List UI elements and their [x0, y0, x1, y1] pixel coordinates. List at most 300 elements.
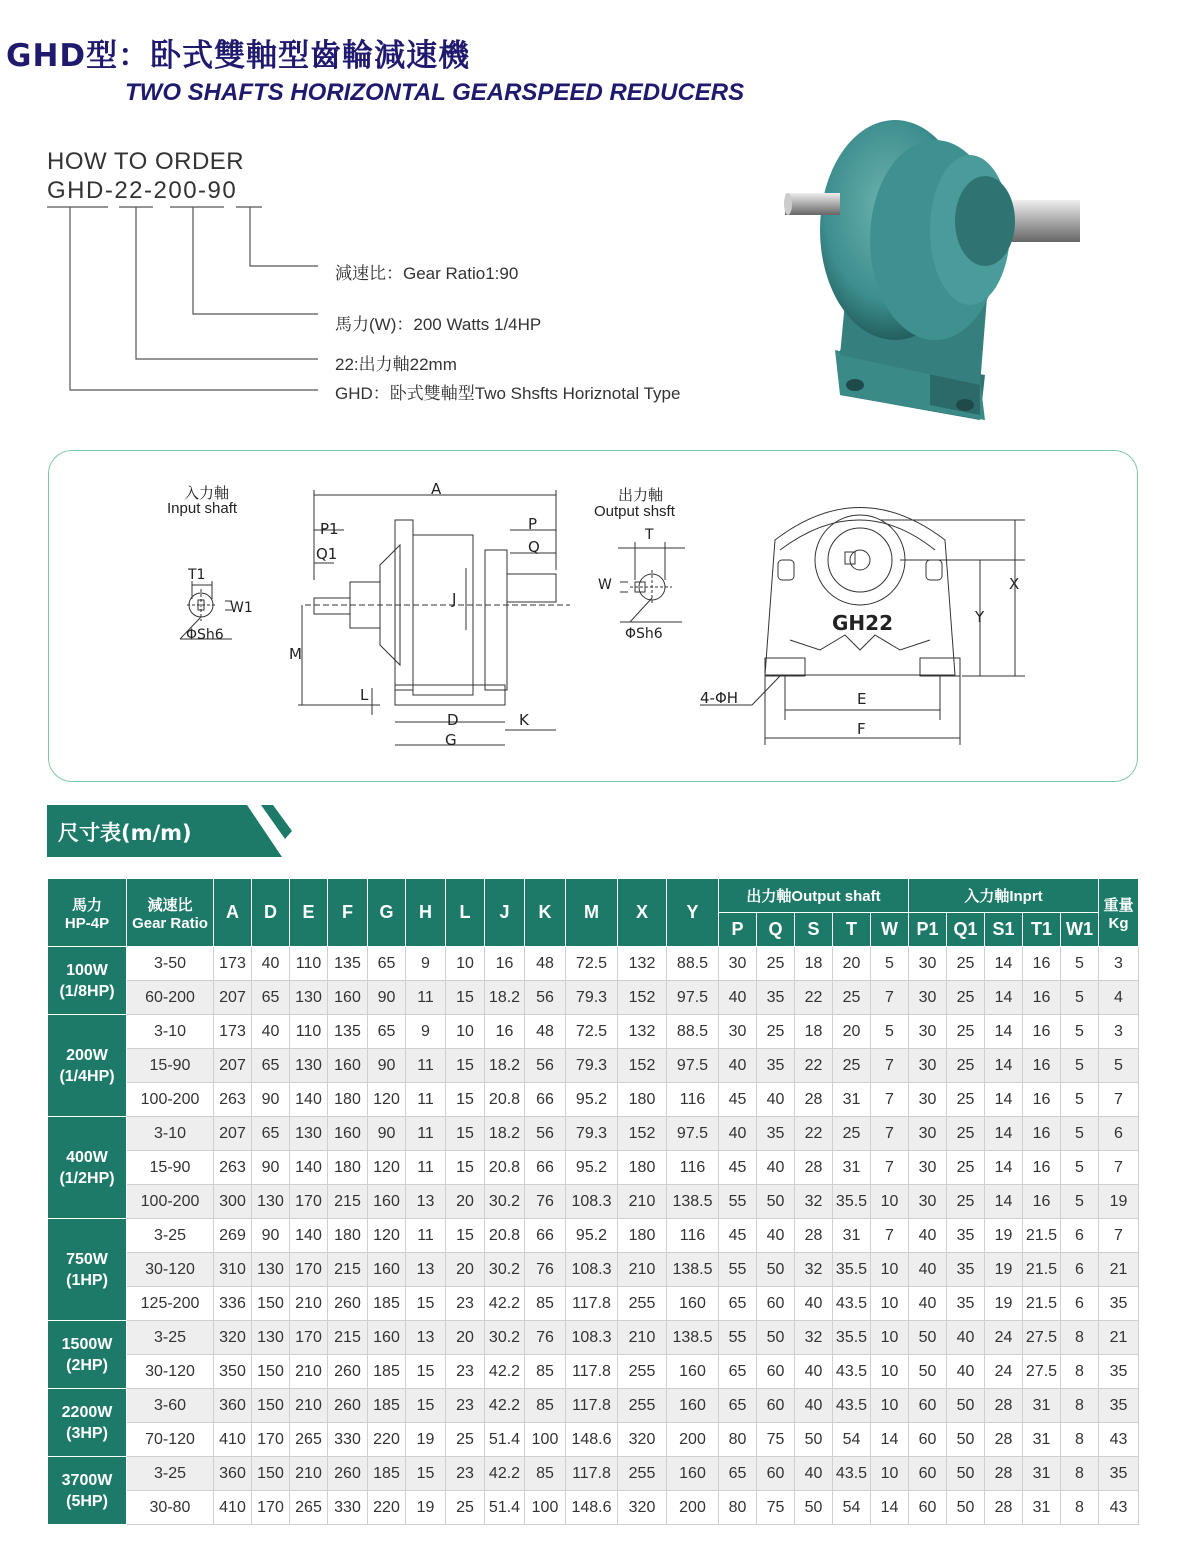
table-cell: 210	[618, 1185, 667, 1219]
table-cell: 14	[985, 1185, 1023, 1219]
table-cell: 7	[871, 1049, 909, 1083]
table-row	[48, 1219, 1139, 1253]
order-line-shaft: 22:出力軸22mm	[335, 355, 457, 374]
table-cell: 160	[368, 1185, 406, 1219]
table-cell: 7	[1099, 1151, 1139, 1185]
table-cell: 40	[795, 1287, 833, 1321]
table-cell: 56	[525, 1049, 566, 1083]
table-cell: 28	[795, 1083, 833, 1117]
table-cell: 25	[947, 1117, 985, 1151]
table-cell: 60	[909, 1491, 947, 1525]
table-cell: 330	[328, 1491, 368, 1525]
table-cell: 30-120	[127, 1253, 214, 1287]
table-cell: 40	[719, 981, 757, 1015]
label-q1: Q1	[316, 545, 338, 563]
table-cell: 180	[618, 1151, 667, 1185]
table-cell: 14	[985, 981, 1023, 1015]
table-cell: 20	[446, 1253, 485, 1287]
table-row	[48, 1049, 1139, 1083]
table-cell: 180	[328, 1151, 368, 1185]
table-cell: 6	[1061, 1253, 1099, 1287]
table-cell: 40	[795, 1457, 833, 1491]
table-cell: 5	[1061, 1015, 1099, 1049]
table-cell: 25	[947, 1185, 985, 1219]
table-cell: 85	[525, 1457, 566, 1491]
table-cell: 95.2	[566, 1219, 618, 1253]
table-cell: 21.5	[1023, 1253, 1061, 1287]
order-title: HOW TO ORDER	[47, 148, 245, 175]
order-code: GHD-22-200-90	[47, 177, 238, 204]
table-cell: 60	[909, 1389, 947, 1423]
table-cell: 10	[446, 1015, 485, 1049]
table-cell: 260	[328, 1287, 368, 1321]
table-cell: 138.5	[667, 1321, 719, 1355]
table-cell: 210	[618, 1321, 667, 1355]
table-cell: 10	[871, 1253, 909, 1287]
table-cell: 65	[252, 1117, 290, 1151]
table-cell: 160	[667, 1389, 719, 1423]
hp-cell: 3700W (5HP)	[48, 1457, 127, 1525]
table-cell: 43.5	[833, 1389, 871, 1423]
table-cell: 180	[328, 1219, 368, 1253]
table-cell: 117.8	[566, 1287, 618, 1321]
table-cell: 19	[985, 1219, 1023, 1253]
table-cell: 5	[1061, 1083, 1099, 1117]
table-cell: 95.2	[566, 1151, 618, 1185]
table-cell: 90	[368, 1117, 406, 1151]
table-cell: 56	[525, 981, 566, 1015]
table-cell: 28	[795, 1219, 833, 1253]
table-row	[48, 1117, 1139, 1151]
table-cell: 320	[618, 1423, 667, 1457]
table-cell: 100	[525, 1423, 566, 1457]
table-cell: 18.2	[485, 1117, 525, 1151]
label-j: J	[452, 590, 457, 608]
table-cell: 255	[618, 1457, 667, 1491]
table-cell: 220	[368, 1423, 406, 1457]
table-row	[48, 1015, 1139, 1049]
table-cell: 160	[368, 1321, 406, 1355]
table-cell: 40	[795, 1389, 833, 1423]
table-cell: 14	[985, 1015, 1023, 1049]
table-cell: 16	[1023, 1151, 1061, 1185]
table-cell: 260	[328, 1389, 368, 1423]
hp-cell: 750W (1HP)	[48, 1219, 127, 1321]
table-cell: 15	[406, 1355, 446, 1389]
table-cell: 7	[871, 1117, 909, 1151]
table-cell: 8	[1061, 1457, 1099, 1491]
table-cell: 3-50	[127, 947, 214, 981]
label-e: E	[857, 690, 867, 708]
table-cell: 25	[833, 981, 871, 1015]
table-cell: 70-120	[127, 1423, 214, 1457]
table-cell: 40	[757, 1083, 795, 1117]
table-cell: 10	[871, 1185, 909, 1219]
header-col-g: G	[368, 879, 406, 947]
table-cell: 25	[947, 1151, 985, 1185]
table-cell: 19	[1099, 1185, 1139, 1219]
header-output-shaft: 出力軸Output shaft	[719, 879, 909, 913]
table-cell: 48	[525, 1015, 566, 1049]
table-cell: 27.5	[1023, 1321, 1061, 1355]
table-cell: 7	[871, 981, 909, 1015]
table-cell: 35	[947, 1287, 985, 1321]
table-cell: 336	[214, 1287, 252, 1321]
table-cell: 79.3	[566, 981, 618, 1015]
table-cell: 31	[1023, 1457, 1061, 1491]
table-cell: 66	[525, 1219, 566, 1253]
table-cell: 22	[795, 1049, 833, 1083]
table-cell: 65	[719, 1389, 757, 1423]
table-cell: 14	[985, 1049, 1023, 1083]
table-cell: 22	[795, 981, 833, 1015]
table-cell: 18.2	[485, 981, 525, 1015]
table-cell: 76	[525, 1185, 566, 1219]
table-cell: 138.5	[667, 1185, 719, 1219]
table-row	[48, 1287, 1139, 1321]
table-cell: 21.5	[1023, 1219, 1061, 1253]
header-row-1	[48, 879, 1139, 913]
header-ratio: 減速比 Gear Ratio	[127, 879, 214, 947]
table-cell: 31	[833, 1219, 871, 1253]
table-cell: 45	[719, 1083, 757, 1117]
table-cell: 43	[1099, 1491, 1139, 1525]
table-cell: 22	[795, 1117, 833, 1151]
table-cell: 152	[618, 981, 667, 1015]
table-cell: 210	[290, 1457, 328, 1491]
table-cell: 23	[446, 1389, 485, 1423]
table-cell: 30	[909, 1151, 947, 1185]
table-row	[48, 1253, 1139, 1287]
table-cell: 140	[290, 1219, 328, 1253]
table-cell: 50	[947, 1491, 985, 1525]
table-cell: 120	[368, 1219, 406, 1253]
header-col-l: L	[446, 879, 485, 947]
table-cell: 8	[1061, 1423, 1099, 1457]
table-cell: 40	[909, 1287, 947, 1321]
table-cell: 43.5	[833, 1287, 871, 1321]
table-cell: 14	[985, 1151, 1023, 1185]
table-cell: 7	[871, 1219, 909, 1253]
table-cell: 260	[328, 1457, 368, 1491]
table-cell: 30	[909, 1015, 947, 1049]
label-a: A	[431, 480, 442, 498]
table-cell: 150	[252, 1457, 290, 1491]
header-col-t: T	[833, 913, 871, 947]
table-cell: 207	[214, 1049, 252, 1083]
table-cell: 15-90	[127, 1151, 214, 1185]
table-cell: 16	[1023, 1015, 1061, 1049]
table-cell: 15	[446, 981, 485, 1015]
table-cell: 6	[1061, 1219, 1099, 1253]
table-cell: 16	[485, 1015, 525, 1049]
table-cell: 150	[252, 1389, 290, 1423]
table-cell: 3-10	[127, 1117, 214, 1151]
table-cell: 31	[1023, 1423, 1061, 1457]
table-cell: 15	[446, 1083, 485, 1117]
table-cell: 100	[525, 1491, 566, 1525]
table-cell: 97.5	[667, 981, 719, 1015]
hp-cell: 2200W (3HP)	[48, 1389, 127, 1457]
table-cell: 40	[909, 1219, 947, 1253]
table-cell: 43.5	[833, 1355, 871, 1389]
table-cell: 88.5	[667, 1015, 719, 1049]
table-cell: 8	[1061, 1491, 1099, 1525]
table-cell: 13	[406, 1185, 446, 1219]
header-hp: 馬力 HP-4P	[48, 879, 127, 947]
label-w: W	[598, 577, 612, 593]
hp-cell: 100W (1/8HP)	[48, 947, 127, 1015]
gear-reducer-photo	[780, 100, 1080, 430]
table-cell: 11	[406, 1117, 446, 1151]
table-cell: 20	[446, 1185, 485, 1219]
table-cell: 21	[1099, 1321, 1139, 1355]
table-cell: 35	[1099, 1389, 1139, 1423]
table-cell: 148.6	[566, 1423, 618, 1457]
table-cell: 11	[406, 1083, 446, 1117]
table-cell: 3-10	[127, 1015, 214, 1049]
label-sh6-output: ΦSh6	[625, 626, 663, 642]
header-col-d: D	[252, 879, 290, 947]
table-cell: 48	[525, 947, 566, 981]
section-title: 尺寸表(m/m)	[58, 821, 192, 845]
input-shaft-label-en: Input shaft	[167, 500, 238, 517]
table-cell: 320	[214, 1321, 252, 1355]
order-line-ratio: 減速比：Gear Ratio1:90	[335, 264, 519, 283]
label-h: 4-ΦH	[700, 689, 739, 707]
table-cell: 50	[757, 1185, 795, 1219]
table-cell: 14	[871, 1491, 909, 1525]
table-cell: 330	[328, 1423, 368, 1457]
table-cell: 25	[947, 1083, 985, 1117]
header-col-m: M	[566, 879, 618, 947]
table-cell: 117.8	[566, 1457, 618, 1491]
table-cell: 45	[719, 1219, 757, 1253]
table-cell: 79.3	[566, 1117, 618, 1151]
table-cell: 8	[1061, 1321, 1099, 1355]
table-cell: 11	[406, 1151, 446, 1185]
table-cell: 110	[290, 947, 328, 981]
table-cell: 185	[368, 1355, 406, 1389]
table-row	[48, 1355, 1139, 1389]
label-f: F	[857, 720, 866, 738]
table-cell: 30	[719, 1015, 757, 1049]
table-cell: 30.2	[485, 1253, 525, 1287]
table-cell: 90	[252, 1151, 290, 1185]
table-cell: 120	[368, 1151, 406, 1185]
table-cell: 8	[1061, 1355, 1099, 1389]
header-col-w1: W1	[1061, 913, 1099, 947]
table-cell: 150	[252, 1355, 290, 1389]
table-cell: 65	[719, 1355, 757, 1389]
table-cell: 160	[328, 981, 368, 1015]
table-row	[48, 947, 1139, 981]
table-cell: 160	[667, 1457, 719, 1491]
label-p1: P1	[320, 520, 339, 538]
header-col-t1: T1	[1023, 913, 1061, 947]
table-cell: 23	[446, 1355, 485, 1389]
table-cell: 30	[909, 1117, 947, 1151]
table-cell: 32	[795, 1253, 833, 1287]
table-cell: 170	[252, 1491, 290, 1525]
table-cell: 130	[290, 981, 328, 1015]
table-cell: 185	[368, 1287, 406, 1321]
table-row	[48, 1185, 1139, 1219]
table-cell: 24	[985, 1355, 1023, 1389]
label-t: T	[645, 527, 654, 543]
table-cell: 25	[947, 1049, 985, 1083]
table-cell: 3	[1099, 1015, 1139, 1049]
table-cell: 40	[947, 1355, 985, 1389]
table-cell: 42.2	[485, 1457, 525, 1491]
table-cell: 76	[525, 1321, 566, 1355]
table-cell: 35	[757, 981, 795, 1015]
table-cell: 30	[909, 1185, 947, 1219]
table-cell: 55	[719, 1253, 757, 1287]
table-cell: 11	[406, 1049, 446, 1083]
table-cell: 410	[214, 1491, 252, 1525]
table-cell: 9	[406, 1015, 446, 1049]
table-cell: 65	[719, 1457, 757, 1491]
table-cell: 30-80	[127, 1491, 214, 1525]
table-cell: 25	[446, 1491, 485, 1525]
table-cell: 60-200	[127, 981, 214, 1015]
table-cell: 66	[525, 1083, 566, 1117]
table-cell: 43	[1099, 1423, 1139, 1457]
table-cell: 15	[406, 1457, 446, 1491]
table-cell: 97.5	[667, 1049, 719, 1083]
table-cell: 28	[795, 1151, 833, 1185]
table-cell: 140	[290, 1151, 328, 1185]
table-cell: 14	[985, 1083, 1023, 1117]
table-cell: 21.5	[1023, 1287, 1061, 1321]
table-cell: 173	[214, 947, 252, 981]
table-cell: 35	[947, 1219, 985, 1253]
table-cell: 30	[909, 1049, 947, 1083]
table-cell: 15	[406, 1287, 446, 1321]
table-cell: 269	[214, 1219, 252, 1253]
table-cell: 35	[1099, 1457, 1139, 1491]
table-cell: 18	[795, 1015, 833, 1049]
table-cell: 32	[795, 1185, 833, 1219]
table-cell: 35.5	[833, 1253, 871, 1287]
table-cell: 210	[290, 1355, 328, 1389]
hp-cell: 1500W (2HP)	[48, 1321, 127, 1389]
table-cell: 25	[833, 1049, 871, 1083]
table-cell: 30	[909, 1083, 947, 1117]
table-cell: 108.3	[566, 1321, 618, 1355]
model-label: GH22	[832, 611, 893, 635]
table-cell: 85	[525, 1287, 566, 1321]
table-cell: 200	[667, 1491, 719, 1525]
table-cell: 170	[252, 1423, 290, 1457]
table-cell: 5	[1061, 1117, 1099, 1151]
label-w1: W1	[230, 600, 253, 616]
table-cell: 360	[214, 1457, 252, 1491]
table-cell: 60	[757, 1287, 795, 1321]
table-row	[48, 981, 1139, 1015]
table-cell: 207	[214, 1117, 252, 1151]
label-m: M	[289, 645, 302, 663]
label-l: L	[360, 686, 369, 704]
table-cell: 19	[406, 1491, 446, 1525]
table-cell: 31	[833, 1083, 871, 1117]
header-col-e: E	[290, 879, 328, 947]
table-cell: 18.2	[485, 1049, 525, 1083]
table-cell: 90	[252, 1219, 290, 1253]
table-row	[48, 1423, 1139, 1457]
table-cell: 40	[947, 1321, 985, 1355]
table-cell: 40	[252, 947, 290, 981]
output-shaft-label-cn: 出力軸	[618, 486, 664, 504]
table-cell: 100-200	[127, 1083, 214, 1117]
table-cell: 55	[719, 1185, 757, 1219]
table-cell: 135	[328, 947, 368, 981]
table-cell: 360	[214, 1389, 252, 1423]
table-cell: 185	[368, 1389, 406, 1423]
table-cell: 25	[757, 947, 795, 981]
table-cell: 90	[252, 1083, 290, 1117]
header-col-h: H	[406, 879, 446, 947]
table-cell: 35.5	[833, 1185, 871, 1219]
table-cell: 10	[871, 1321, 909, 1355]
header-col-k: K	[525, 879, 566, 947]
table-cell: 350	[214, 1355, 252, 1389]
table-cell: 45	[719, 1151, 757, 1185]
table-cell: 132	[618, 1015, 667, 1049]
table-cell: 54	[833, 1491, 871, 1525]
table-row	[48, 1389, 1139, 1423]
table-cell: 23	[446, 1287, 485, 1321]
table-cell: 5	[1061, 981, 1099, 1015]
header-col-f: F	[328, 879, 368, 947]
table-cell: 320	[618, 1491, 667, 1525]
table-cell: 20.8	[485, 1083, 525, 1117]
table-cell: 180	[618, 1219, 667, 1253]
table-cell: 5	[1061, 1151, 1099, 1185]
table-cell: 35	[1099, 1355, 1139, 1389]
table-cell: 9	[406, 947, 446, 981]
label-g: G	[445, 731, 457, 749]
table-cell: 108.3	[566, 1185, 618, 1219]
table-cell: 50	[757, 1253, 795, 1287]
table-cell: 95.2	[566, 1083, 618, 1117]
table-cell: 80	[719, 1423, 757, 1457]
table-cell: 15	[446, 1151, 485, 1185]
table-cell: 19	[985, 1287, 1023, 1321]
label-t1: T1	[188, 567, 206, 583]
table-cell: 16	[1023, 1117, 1061, 1151]
table-cell: 60	[909, 1423, 947, 1457]
table-cell: 24	[985, 1321, 1023, 1355]
table-cell: 20	[833, 947, 871, 981]
table-cell: 255	[618, 1389, 667, 1423]
table-cell: 215	[328, 1321, 368, 1355]
table-cell: 35	[757, 1049, 795, 1083]
table-cell: 11	[406, 1219, 446, 1253]
table-cell: 35.5	[833, 1321, 871, 1355]
table-cell: 210	[618, 1253, 667, 1287]
table-cell: 40	[795, 1355, 833, 1389]
table-cell: 25	[757, 1015, 795, 1049]
table-cell: 75	[757, 1491, 795, 1525]
table-row	[48, 1151, 1139, 1185]
table-cell: 130	[290, 1117, 328, 1151]
table-cell: 260	[328, 1355, 368, 1389]
table-cell: 263	[214, 1151, 252, 1185]
table-cell: 30.2	[485, 1321, 525, 1355]
table-cell: 210	[290, 1287, 328, 1321]
